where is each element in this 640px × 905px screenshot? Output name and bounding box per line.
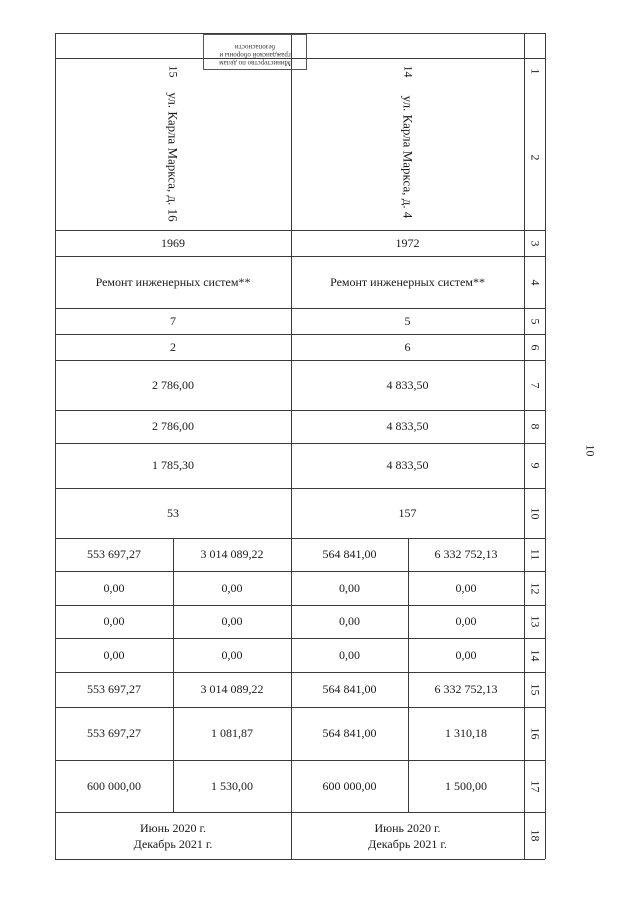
object-a-area-living: 2 786,00 [152,419,194,433]
object-a-cost-total-unit: 3 014 089,22 [200,547,264,561]
object-b-address: ул. Карла Маркса, д. 4 [400,95,416,219]
object-a-end: Декабрь 2021 г. [133,836,213,851]
object-a-start: Июнь 2020 г. [139,820,207,835]
object-a-address: ул. Карла Маркса, д. 16 [166,92,181,222]
object-a-fund-c: 0,00 [103,647,125,662]
object-a-fund-a-unit: 0,00 [221,580,243,595]
object-b-work-type: Ремонт инженерных систем** [330,274,485,289]
row-number: 16 [528,727,542,740]
row-number: 11 [528,548,542,561]
row-number: 2 [528,154,542,160]
object-b-max-cost: 600 000,00 [322,778,377,793]
object-b-year: 1972 [395,235,420,250]
object-b-specific-cost-unit: 1 310,18 [445,726,487,740]
row-number: 9 [528,462,542,469]
row-number: 7 [528,382,542,388]
row-number: 4 [528,279,542,285]
object-a-fund-c-unit: 0,00 [221,647,243,662]
object-b-cost-total: 564 841,00 [322,547,377,561]
object-b-fund-owners-unit: 6 332 752,13 [434,682,498,696]
object-a-residents: 53 [167,505,179,520]
object-b-max-cost-unit: 1 500,00 [445,778,487,793]
object-b-area-total: 4 833,50 [386,377,429,392]
object-a-entrances: 2 [170,339,176,354]
row-number: 18 [528,829,542,842]
object-b-period [291,812,524,859]
object-a-cost-total: 553 697,27 [87,547,141,561]
object-a-specific-cost-unit: 1 081,87 [211,726,253,740]
row-number: 13 [528,615,542,628]
row-number: 3 [528,240,542,246]
object-b-floors: 5 [404,313,411,328]
object-a-year: 1969 [161,235,185,250]
object-a-max-cost: 600 000,00 [87,778,141,793]
object-a-fund-owners: 553 697,27 [87,682,141,696]
object-a-period [55,812,291,859]
object-a-area-total: 2 786,00 [152,377,194,392]
row-number: 10 [528,507,542,519]
object-b-area-premises: 4 833,50 [386,458,429,472]
object-a-area-premises: 1 785,30 [152,458,194,472]
row-number: 1 [528,68,542,74]
row-number: 15 [528,683,542,696]
page-number: 10 [583,444,598,456]
row-number: 12 [528,582,542,594]
object-b-fund-a: 0,00 [339,580,360,595]
object-b-entrances: 6 [404,339,411,354]
object-a-work-type: Ремонт инженерных систем** [95,274,251,289]
object-b-fund-owners: 564 841,00 [322,682,377,696]
object-b-fund-a-unit: 0,00 [455,580,477,595]
object-b-fund-c: 0,00 [339,647,360,662]
object-b-fund-b: 0,00 [339,614,360,628]
object-a-fund-b: 0,00 [103,614,125,628]
object-b-area-living: 4 833,50 [386,419,429,433]
object-a-floors: 7 [170,313,176,328]
object-b-end: Декабрь 2021 г. [368,836,447,851]
row-number: 5 [528,318,542,324]
row-number: 8 [528,423,542,430]
object-a-fund-owners-unit: 3 014 089,22 [200,682,264,696]
object-a-specific-cost: 553 697,27 [87,726,141,740]
object-b-start: Июнь 2020 г. [374,820,441,835]
row-number: 14 [528,649,542,661]
object-b-fund-b-unit: 0,00 [455,614,477,628]
object-a-fund-a: 0,00 [103,580,125,595]
object-b-cost-total-unit: 6 332 752,13 [434,547,498,561]
row-number: 6 [528,344,542,350]
registration-stamp: Министерство по делам гражданской обороны и безопасности [203,34,307,70]
object-b-specific-cost: 564 841,00 [322,726,377,740]
object-a-number: 15 [166,65,181,77]
object-b-residents: 157 [398,505,417,520]
row-number: 17 [528,780,542,792]
object-a-fund-b-unit: 0,00 [221,614,243,628]
object-b-fund-c-unit: 0,00 [455,647,477,662]
object-b-number: 14 [401,65,415,77]
object-a-max-cost-unit: 1 530,00 [211,778,253,793]
